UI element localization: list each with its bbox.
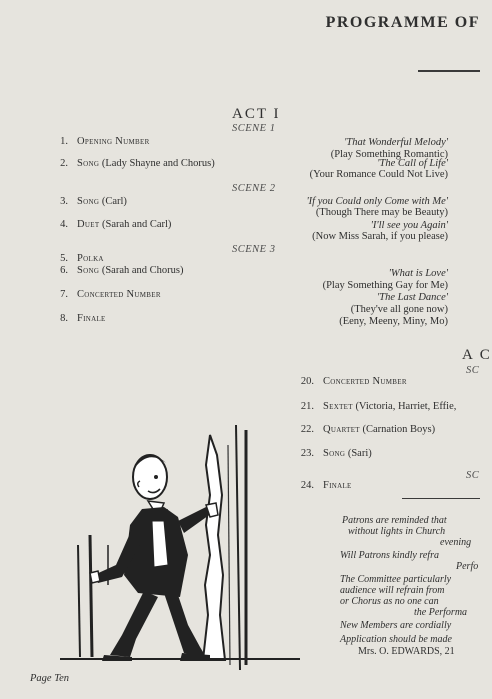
page-header-title: PROGRAMME OF bbox=[325, 14, 480, 31]
song-title: 'I'll see you Again' bbox=[370, 220, 448, 231]
page-number: Page Ten bbox=[30, 673, 69, 684]
programme-item: 23. Song (Sari) bbox=[300, 448, 372, 459]
notice-line: Will Patrons kindly refra bbox=[340, 550, 439, 561]
programme-item: 3. Song (Carl) bbox=[60, 196, 127, 207]
song-subtitle: (Play Something Gay for Me) bbox=[322, 280, 448, 291]
notice-line: Application should be made bbox=[340, 634, 452, 645]
programme-item: 24. Finale bbox=[300, 480, 352, 491]
programme-item: 2. Song (Lady Shayne and Chorus) bbox=[60, 158, 215, 169]
act-two-scene-heading: SC bbox=[466, 365, 480, 376]
header-rule bbox=[418, 70, 480, 72]
programme-item: 4. Duet (Sarah and Carl) bbox=[60, 219, 172, 230]
act-two-scene-heading-2: SC bbox=[466, 470, 480, 481]
scene-one-heading: SCENE 1 bbox=[232, 123, 276, 134]
song-title: 'The Call of Life' bbox=[377, 158, 448, 169]
programme-item: 1. Opening Number bbox=[60, 136, 150, 147]
programme-item: 21. Sextet (Victoria, Harriet, Effie, bbox=[300, 401, 457, 412]
notice-line: or Chorus as no one can bbox=[340, 596, 439, 607]
programme-item: 22. Quartet (Carnation Boys) bbox=[300, 424, 436, 435]
notice-line: The Committee particularly bbox=[340, 574, 452, 585]
notice-line: Perfo bbox=[456, 561, 479, 572]
programme-item: 7. Concerted Number bbox=[60, 289, 161, 300]
act-one-title: ACT I bbox=[232, 106, 281, 122]
song-subtitle: (Though There may be Beauty) bbox=[315, 207, 448, 218]
notice-line: Mrs. O. EDWARDS, 21 bbox=[358, 646, 455, 657]
act-two-title: A C bbox=[462, 347, 492, 363]
scene-three-heading: SCENE 3 bbox=[232, 244, 276, 255]
song-subtitle: (Now Miss Sarah, if you please) bbox=[312, 231, 448, 242]
programme-item: 6. Song (Sarah and Chorus) bbox=[60, 265, 184, 276]
notices-rule bbox=[402, 498, 480, 499]
scene-two-heading: SCENE 2 bbox=[232, 183, 276, 194]
song-subtitle: (Eeny, Meeny, Miny, Mo) bbox=[339, 316, 448, 327]
notice-line: audience will refrain from bbox=[340, 585, 445, 596]
song-subtitle: (Your Romance Could Not Live) bbox=[309, 169, 448, 180]
curtain-performer-illustration bbox=[60, 425, 300, 670]
programme-item: 5. Polka bbox=[60, 253, 104, 264]
song-title: 'What is Love' bbox=[388, 268, 448, 279]
song-subtitle: (Play Something Romantic) bbox=[330, 149, 448, 160]
song-title: 'The Last Dance' bbox=[377, 292, 448, 303]
notice-line: the Performa bbox=[414, 607, 468, 618]
notice-line: Patrons are reminded that bbox=[342, 515, 447, 526]
notice-line: New Members are cordially bbox=[340, 620, 452, 631]
song-title: 'That Wonderful Melody' bbox=[344, 137, 448, 148]
notice-line: without lights in Church bbox=[348, 526, 446, 537]
song-subtitle: (They've all gone now) bbox=[350, 304, 448, 315]
song-title: 'If you Could only Come with Me' bbox=[306, 196, 448, 207]
programme-item: 8. Finale bbox=[60, 313, 106, 324]
programme-item: 20. Concerted Number bbox=[300, 376, 407, 387]
notice-line: evening bbox=[440, 537, 472, 548]
